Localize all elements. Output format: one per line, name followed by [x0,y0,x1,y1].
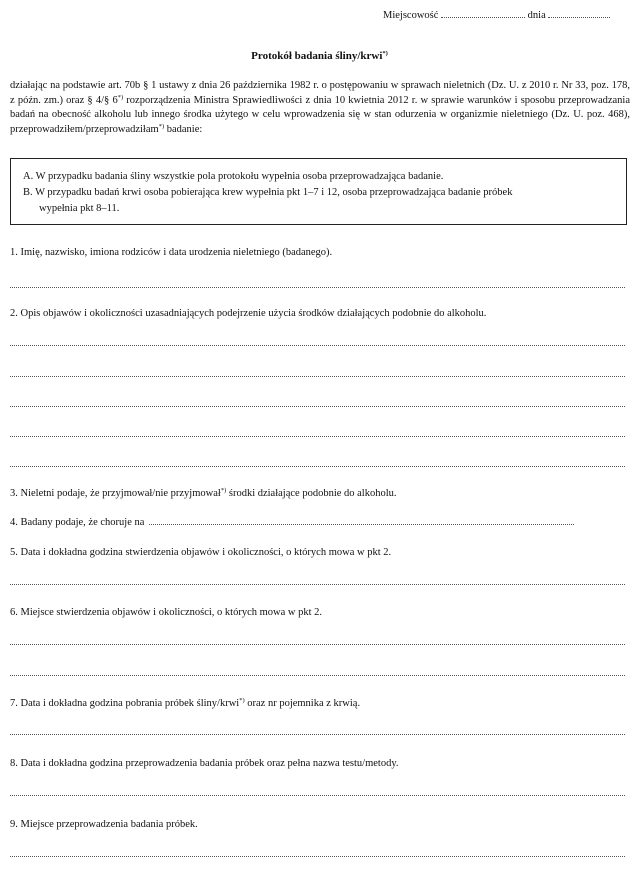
instructions-box [10,158,627,225]
page-title [0,50,639,62]
item-1-label: 1. Imię, nazwisko, imiona rodziców i data urodzenia nieletniego (badanego). [10,247,333,258]
item-3-label [10,487,397,500]
item-4-text: 4. Badany podaje, że choruje na [10,517,145,528]
intro-paragraph [10,79,630,137]
instruction-b: B. W przypadku badań krwi osoba pobierająca krew wypełnia pkt 1–7 i 12, osoba przeprowadzająca badanie próbek [23,187,513,198]
item-6-answer-line[interactable] [10,644,625,645]
intro-part3: badanie: [164,123,203,135]
title-footnote-mark: *) [382,50,388,57]
item-2-answer-line[interactable] [10,436,625,437]
item-2-answer-line[interactable] [10,406,625,407]
intro-mark1: *) [117,93,124,101]
item-7-text-b: oraz nr pojemnika z krwią. [244,698,361,709]
place-field[interactable] [441,9,525,18]
item-9-label: 9. Miejsce przeprowadzenia badania próbek. [10,819,198,830]
intro-mark2: *) [158,122,165,130]
place-label: Miejscowość [383,10,439,21]
item-1-answer-line[interactable] [10,287,625,288]
item-6-answer-line[interactable] [10,675,625,676]
item-5-label: 5. Data i dokładna godzina stwierdzenia objawów i okoliczności, o których mowa w pkt 2. [10,547,392,558]
item-7-footnote-mark: *) [239,697,245,704]
intro-part2: rozporządzenia Ministra Sprawiedliwości z dnia 10 kwietnia 2012 r. w sprawie warunków i sposobu przeprowadzania badań na obecność alkoholu lub innego środka użytego w celu wprowadzenia się w stan odurzenia w organizmie nieletniego (Dz. U. poz. 468), przeprowadziłem/przeprowadziłam [10,94,631,135]
item-2-answer-line[interactable] [10,466,625,467]
item-7-text-a: 7. Data i dokładna godzina pobrania próbek śliny/krwi [10,698,240,709]
intro-part1: działając na podstawie art. 70b § 1 ustawy z dnia 26 października 1982 r. o postępowaniu w sprawach nieletnich (Dz. U. z 2010 r. Nr 33, poz. 178, z późn. zm.) oraz § 4/§ 6 [10,80,630,106]
item-3-footnote-mark: *) [220,487,227,494]
item-5-answer-line[interactable] [10,584,625,585]
item-8-answer-line[interactable] [10,795,625,796]
item-7-label [10,697,360,710]
item-4-answer-field[interactable] [149,516,574,525]
item-2-answer-line[interactable] [10,345,625,346]
instruction-a: A. W przypadku badania śliny wszystkie pola protokołu wypełnia osoba przeprowadzająca badanie. [23,171,444,182]
date-field[interactable] [548,9,610,18]
date-label: dnia [527,10,546,21]
item-7-answer-line[interactable] [10,734,625,735]
item-2-answer-line[interactable] [10,376,625,377]
item-4-label [10,516,574,529]
instruction-b-cont: wypełnia pkt 8–11. [39,203,120,214]
item-9-answer-line[interactable] [10,856,625,857]
item-6-label: 6. Miejsce stwierdzenia objawów i okoliczności, o których mowa w pkt 2. [10,607,323,618]
item-3-text-a: 3. Nieletni podaje, że przyjmował/nie przyjmował [10,488,221,499]
place-date-header [383,9,610,22]
title-text: Protokół badania śliny/krwi [251,50,383,62]
item-3-text-b: środki działające podobnie do alkoholu. [226,488,397,499]
item-8-label: 8. Data i dokładna godzina przeprowadzenia badania próbek oraz pełna nazwa testu/metody. [10,758,399,769]
item-2-label: 2. Opis objawów i okoliczności uzasadniających podejrzenie użycia środków działających podobnie do alkoholu. [10,308,487,319]
